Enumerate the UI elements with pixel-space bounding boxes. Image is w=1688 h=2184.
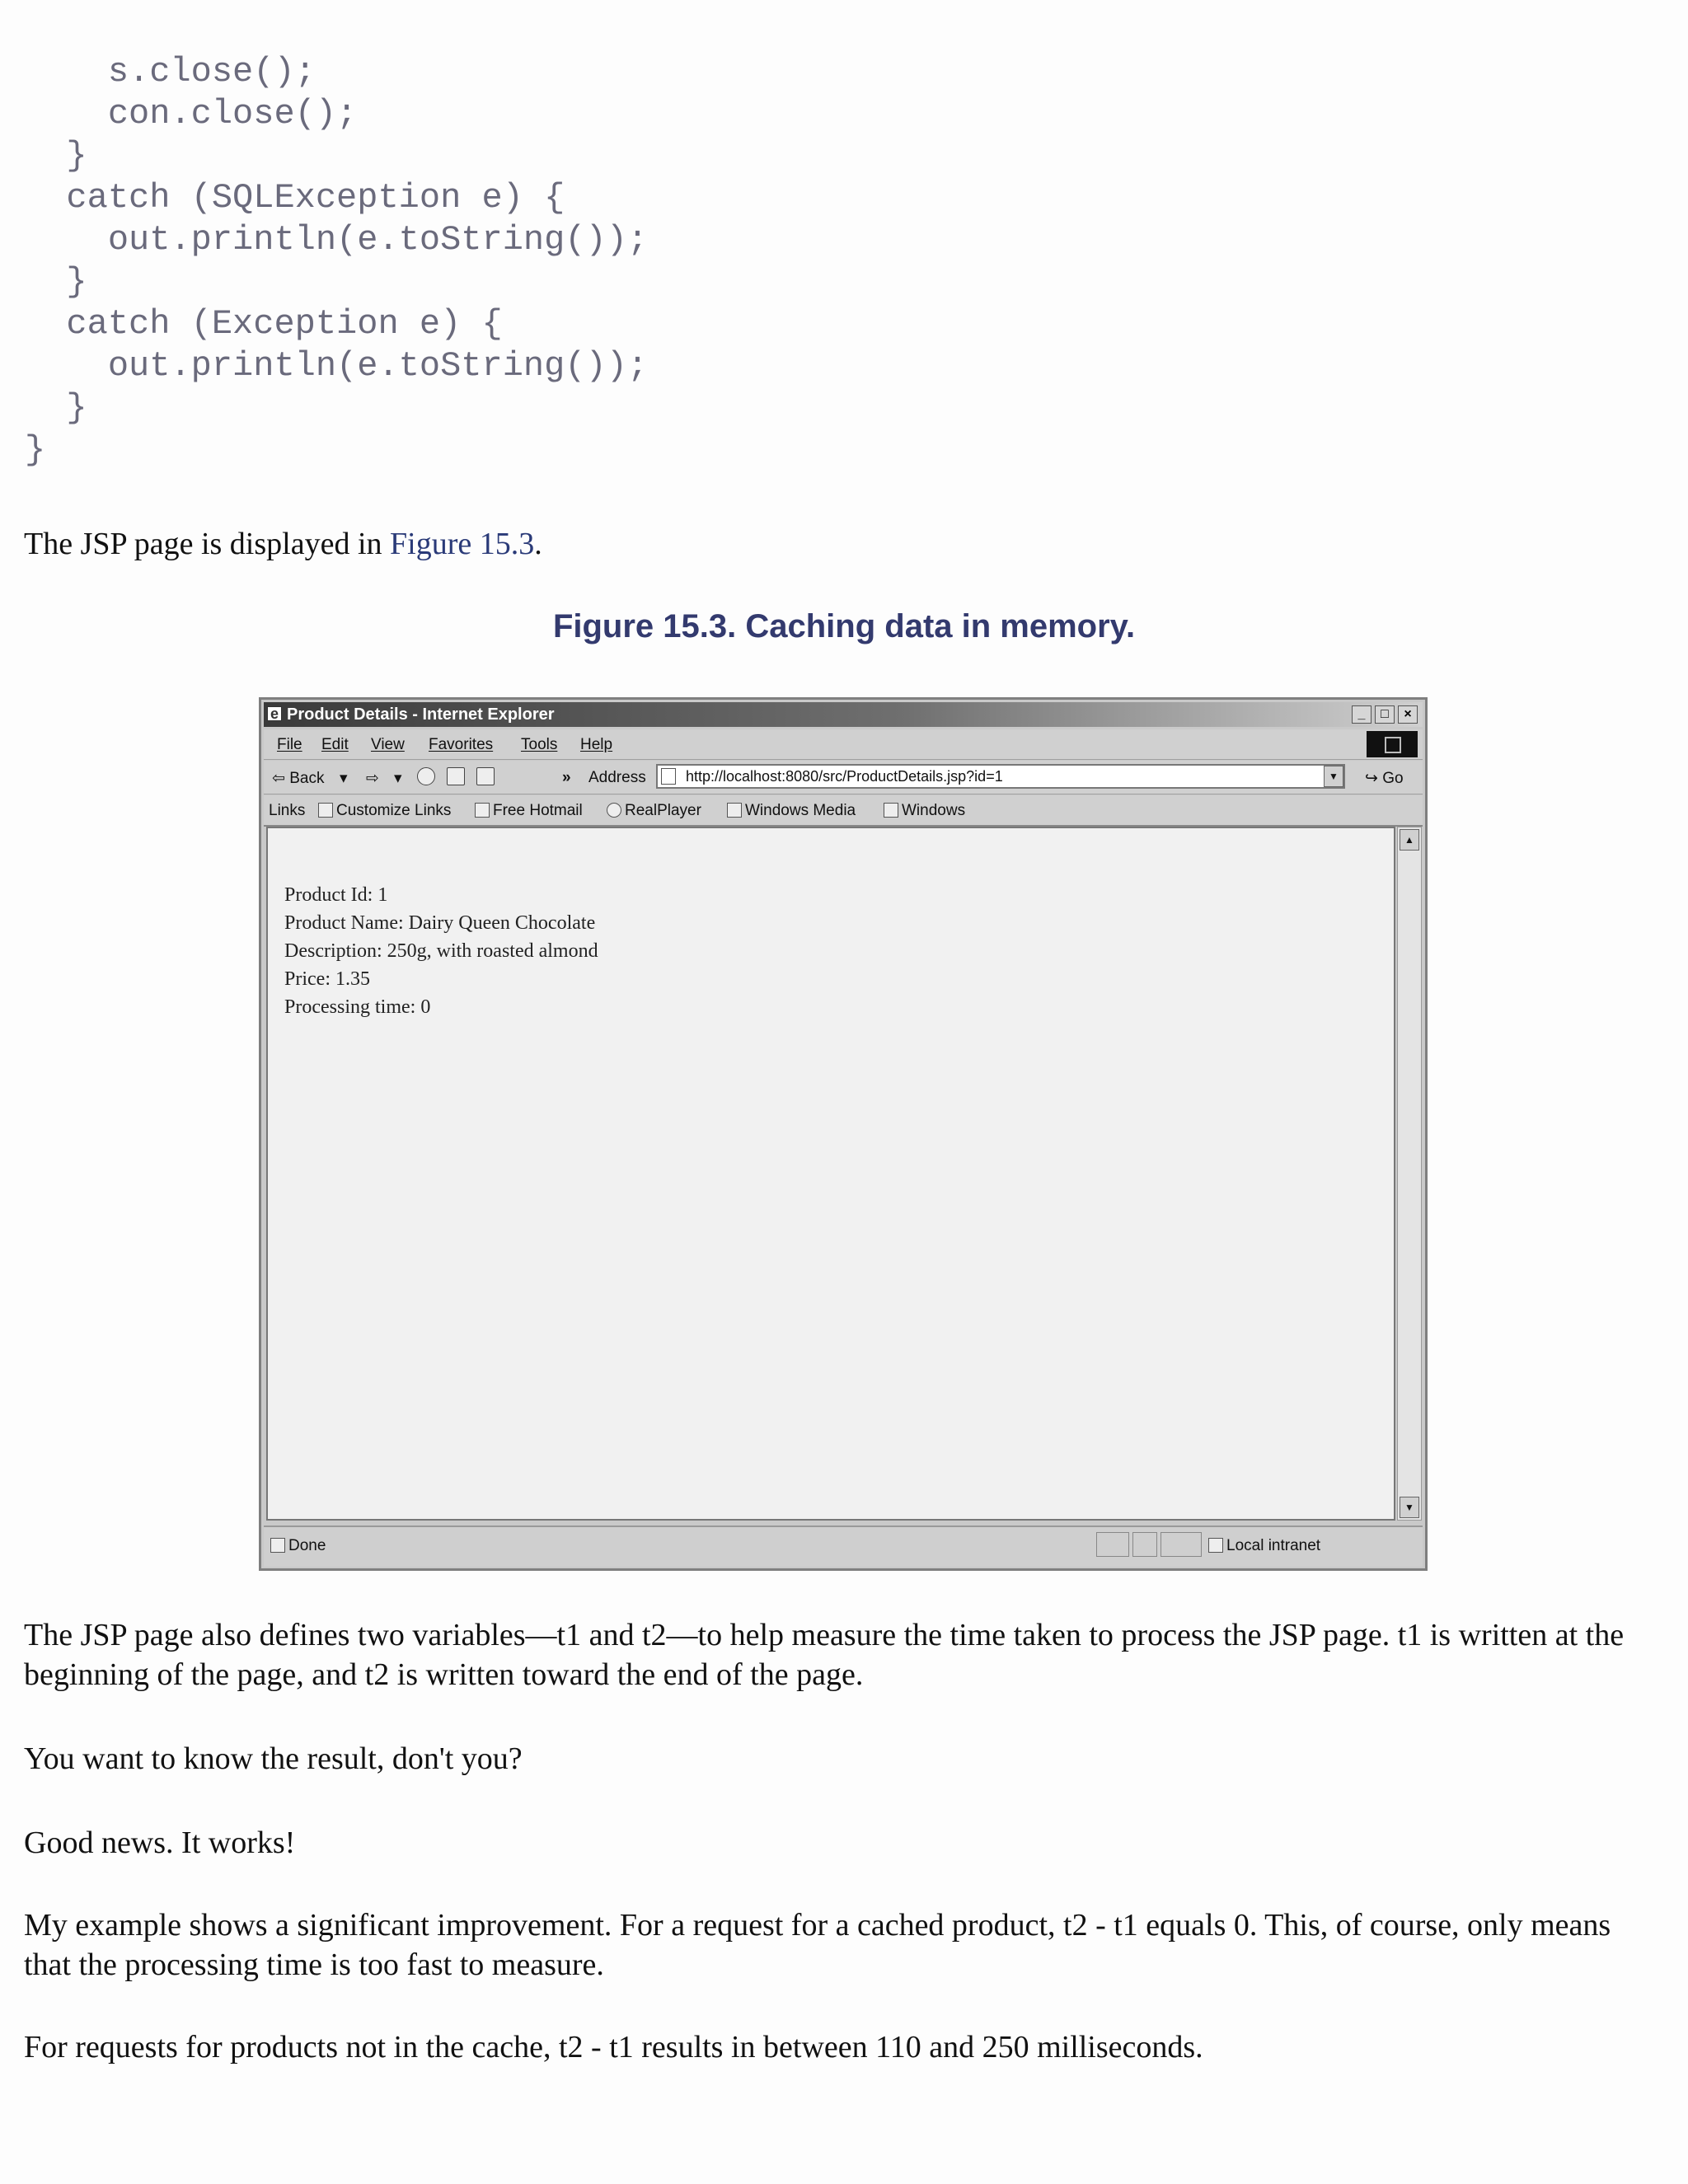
- description-line: Description: 250g, with roasted almond: [284, 940, 598, 962]
- menu-help[interactable]: Help: [580, 736, 613, 753]
- link-label: RealPlayer: [625, 802, 701, 819]
- links-label: Links: [269, 802, 306, 819]
- intro-paragraph: [24, 524, 1664, 564]
- intranet-icon: [1208, 1538, 1223, 1553]
- ie-page-icon: [727, 803, 742, 818]
- status-panel: [1096, 1532, 1129, 1557]
- home-icon[interactable]: [476, 767, 495, 785]
- code-line: }: [25, 136, 87, 176]
- go-button[interactable]: ↪ Go: [1365, 770, 1404, 787]
- menu-favorites[interactable]: Favorites: [429, 736, 494, 753]
- product-name-line: Product Name: Dairy Queen Chocolate: [284, 912, 596, 934]
- title-bar: [264, 702, 1423, 727]
- ie-page-icon: [884, 803, 898, 818]
- close-button[interactable]: ×: [1398, 705, 1418, 724]
- code-line: out.println(e.toString());: [25, 346, 649, 386]
- link-label: Windows: [902, 802, 966, 819]
- link-realplayer[interactable]: [607, 802, 701, 820]
- ie-throbber-icon: [1367, 731, 1418, 757]
- refresh-icon[interactable]: [447, 767, 465, 785]
- code-line: con.close();: [25, 94, 358, 134]
- back-dropdown-icon[interactable]: ▾: [340, 770, 348, 787]
- paragraph: The JSP page also defines two variables—t1 and t2—to help measure the time taken to process the JSP page. t1 is written at the beginning of the page, and t2 is written toward the end of the page.: [24, 1618, 1625, 1692]
- status-panel: [1132, 1532, 1157, 1557]
- menu-edit[interactable]: Edit: [321, 736, 349, 753]
- code-line: }: [25, 262, 87, 302]
- status-bar: [264, 1526, 1423, 1567]
- minimize-button[interactable]: _: [1352, 705, 1372, 724]
- code-line: catch (Exception e) {: [25, 304, 503, 344]
- link-customize-links[interactable]: [318, 802, 451, 820]
- code-listing: [25, 51, 648, 471]
- menu-tools[interactable]: Tools: [521, 736, 558, 753]
- ie-icon: [267, 706, 282, 721]
- page-content: [284, 881, 598, 1021]
- ie-page-icon: [318, 803, 333, 818]
- menu-view[interactable]: View: [371, 736, 405, 753]
- scroll-down-icon[interactable]: ▼: [1400, 1497, 1419, 1518]
- forward-button[interactable]: ⇨: [366, 770, 379, 787]
- browser-window: [259, 697, 1428, 1571]
- vertical-scrollbar[interactable]: [1397, 827, 1422, 1521]
- status-panel: [1160, 1532, 1202, 1557]
- status-done: [270, 1537, 326, 1555]
- code-line: catch (SQLException e) {: [25, 178, 565, 218]
- window-title: Product Details - Internet Explorer: [287, 705, 555, 724]
- address-input[interactable]: [656, 764, 1345, 789]
- code-line: s.close();: [25, 52, 316, 91]
- intro-period: .: [534, 527, 542, 561]
- code-line: out.println(e.toString());: [25, 220, 649, 260]
- status-zone: [1208, 1537, 1320, 1555]
- paragraph: You want to know the result, don't you?: [24, 1741, 523, 1776]
- forward-dropdown-icon[interactable]: ▾: [394, 770, 402, 787]
- links-bar: [264, 795, 1423, 827]
- realplayer-icon: [607, 803, 621, 818]
- paragraph: Good news. It works!: [24, 1825, 296, 1860]
- figure-link[interactable]: Figure 15.3: [390, 527, 535, 561]
- link-label: Windows Media: [745, 802, 856, 819]
- paragraph: My example shows a significant improvement. For a request for a cached product, t2 - t1 equals 0. This, of course, only means that the processing time is too fast to measure.: [24, 1908, 1611, 1982]
- scroll-up-icon[interactable]: ▲: [1400, 829, 1419, 851]
- toolbar-chevron-icon[interactable]: »: [562, 769, 571, 786]
- standard-toolbar: [264, 761, 1423, 794]
- page-viewport[interactable]: [266, 827, 1395, 1521]
- link-label: Free Hotmail: [493, 802, 583, 819]
- processing-time-line: Processing time: 0: [284, 996, 431, 1018]
- address-label: Address: [588, 769, 646, 786]
- status-done-text: Done: [288, 1537, 326, 1554]
- code-line: }: [25, 430, 46, 470]
- paragraph: For requests for products not in the cache, t2 - t1 results in between 110 and 250 milliseconds.: [24, 2030, 1203, 2064]
- menu-bar: [264, 729, 1423, 760]
- price-line: Price: 1.35: [284, 968, 370, 990]
- stop-icon[interactable]: [417, 767, 435, 785]
- link-windows-media[interactable]: [727, 802, 856, 820]
- figure-caption: Figure 15.3. Caching data in memory.: [552, 608, 1136, 644]
- menu-file[interactable]: File: [277, 736, 302, 753]
- link-windows[interactable]: [884, 802, 965, 820]
- intro-text: The JSP page is displayed in: [24, 527, 390, 561]
- status-zone-text: Local intranet: [1226, 1537, 1321, 1554]
- go-label: Go: [1382, 770, 1404, 787]
- address-value: http://localhost:8080/src/ProductDetails.jsp?id=1: [686, 768, 1003, 785]
- page-icon: [661, 768, 676, 785]
- maximize-button[interactable]: □: [1375, 705, 1395, 724]
- link-label: Customize Links: [336, 802, 452, 819]
- back-button[interactable]: ⇦ Back: [272, 770, 325, 787]
- product-id-line: Product Id: 1: [284, 884, 388, 906]
- ie-page-icon: [475, 803, 490, 818]
- ie-page-icon: [270, 1538, 285, 1553]
- address-dropdown-icon[interactable]: ▼: [1324, 766, 1343, 787]
- link-free-hotmail[interactable]: [475, 802, 583, 820]
- code-line: }: [25, 388, 87, 428]
